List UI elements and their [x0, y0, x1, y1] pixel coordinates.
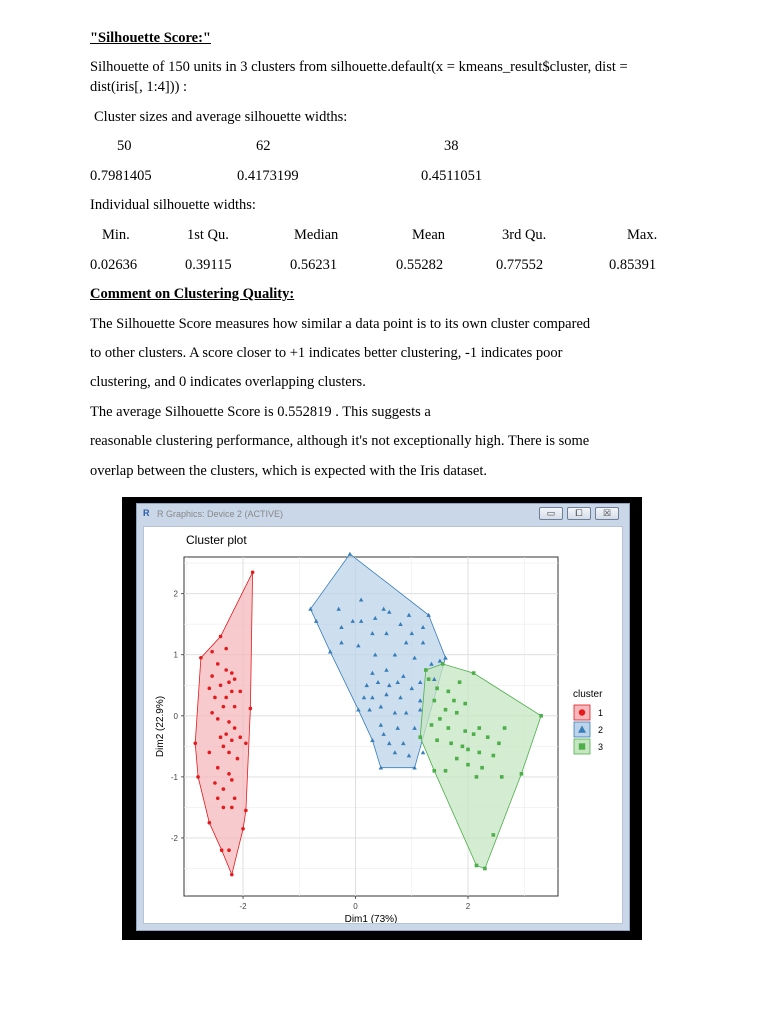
cluster-1-point	[219, 683, 223, 687]
cluster-1-point	[222, 787, 226, 791]
cluster-3-point	[466, 748, 470, 752]
cluster-3-point	[432, 699, 436, 703]
cluster-width-2: 0.4173199	[237, 168, 299, 184]
y-tick-label: 1	[173, 650, 178, 660]
stats-value-q1: 0.39115	[185, 257, 232, 273]
cluster-3-point	[492, 833, 496, 837]
stats-header-median: Median	[294, 227, 339, 243]
cluster-1-point	[230, 738, 234, 742]
r-graphics-window	[136, 503, 630, 931]
cluster-3-point	[477, 751, 481, 755]
cluster-3-point	[500, 775, 504, 779]
cluster-3-point	[503, 726, 507, 730]
cluster-3-point	[447, 690, 451, 694]
cluster-3-point	[463, 729, 467, 733]
cluster-3-point	[458, 680, 462, 684]
paragraph-line-6: overlap between the clusters, which is expected with the Iris dataset.	[90, 463, 488, 479]
legend-label-2: 2	[598, 725, 604, 735]
paragraph-line-4: The average Silhouette Score is 0.552819 . This suggests a	[90, 404, 431, 420]
cluster-1-point	[224, 696, 228, 700]
cluster-1-point	[230, 778, 234, 782]
cluster-1-point	[251, 570, 255, 574]
y-tick-label: 0	[173, 711, 178, 721]
stats-value-mean: 0.55282	[396, 257, 444, 273]
cluster-1-point	[238, 690, 242, 694]
close-button[interactable]: ☒	[595, 507, 619, 520]
cluster-1-point	[210, 650, 214, 654]
x-tick-label: 0	[353, 902, 358, 911]
r-logo-icon: R	[143, 508, 150, 518]
individual-widths-label: Individual silhouette widths:	[90, 197, 256, 213]
cluster-3-point	[475, 775, 479, 779]
stats-header-max: Max.	[627, 227, 658, 243]
window-title: R Graphics: Device 2 (ACTIVE)	[157, 509, 284, 519]
cluster-3-point	[444, 769, 448, 773]
cluster-3-point	[455, 757, 459, 761]
cluster-1-point	[224, 647, 228, 651]
cluster-1-point	[233, 796, 237, 800]
y-tick-label: -1	[170, 772, 178, 782]
cluster-1-point	[244, 809, 248, 813]
cluster-1-point	[227, 772, 231, 776]
cluster-size-3: 38	[444, 138, 459, 154]
legend-marker-1	[579, 709, 585, 715]
paragraph-line-5: reasonable clustering performance, although it's not exceptionally high. There is some	[90, 433, 590, 449]
cluster-1-point	[227, 848, 231, 852]
cluster-1-point	[230, 690, 234, 694]
cluster-3-point	[472, 671, 476, 675]
cluster-1-point	[224, 732, 228, 736]
cluster-plot	[144, 527, 622, 923]
cluster-1-point	[210, 711, 214, 715]
y-axis-label: Dim2 (22.9%)	[155, 695, 166, 758]
cluster-3-point	[461, 745, 465, 749]
cluster-3-point	[466, 763, 470, 767]
cluster-1-point	[213, 781, 217, 785]
cluster-1-point	[208, 751, 212, 755]
stats-header-q1: 1st Qu.	[187, 227, 229, 243]
cluster-3-point	[472, 732, 476, 736]
cluster-1-point	[216, 796, 220, 800]
stats-header-q3: 3rd Qu.	[502, 227, 547, 243]
chart-title: Cluster plot	[186, 533, 247, 547]
x-axis-label: Dim1 (73%)	[344, 914, 398, 923]
cluster-1-point	[213, 696, 217, 700]
cluster-3-point	[435, 687, 439, 691]
cluster-3-point	[435, 738, 439, 742]
cluster-1-point	[219, 635, 223, 639]
cluster-1-point	[222, 806, 226, 810]
cluster-1-point	[233, 705, 237, 709]
cluster-1-point	[233, 726, 237, 730]
cluster-3-point	[427, 677, 431, 681]
legend-title: cluster	[573, 689, 603, 700]
paragraph-line-2: to other clusters. A score closer to +1 indicates better clustering, -1 indicates poor	[90, 345, 563, 361]
cluster-3-point	[463, 702, 467, 706]
cluster-3-point	[441, 662, 445, 666]
cluster-1-point	[216, 662, 220, 666]
cluster-1-point	[220, 848, 224, 852]
cluster-width-3: 0.4511051	[421, 168, 483, 184]
legend-marker-3	[579, 743, 585, 749]
maximize-button[interactable]: ⧠	[567, 507, 591, 520]
cluster-1-point	[210, 674, 214, 678]
cluster-sizes-label: Cluster sizes and average silhouette widths:	[94, 109, 348, 125]
cluster-1-point	[249, 707, 253, 711]
cluster-size-2: 62	[256, 138, 271, 154]
cluster-1-point	[227, 751, 231, 755]
cluster-3-point	[539, 714, 543, 718]
cluster-1-point	[222, 705, 226, 709]
cluster-2-point	[348, 552, 353, 556]
cluster-1-point	[208, 821, 212, 825]
cluster-3-point	[483, 867, 487, 871]
cluster-1-point	[219, 735, 223, 739]
cluster-3-point	[480, 766, 484, 770]
cluster-1-point	[196, 775, 200, 779]
cluster-1-point	[230, 671, 234, 675]
y-tick-label: 2	[173, 589, 178, 599]
cluster-size-1: 50	[117, 138, 132, 154]
stats-value-median: 0.56231	[290, 257, 338, 273]
cluster-1-point	[244, 741, 248, 745]
cluster-3-point	[497, 741, 501, 745]
comment-heading: Comment on Clustering Quality:	[90, 286, 295, 302]
plot-canvas	[143, 526, 623, 924]
stats-header-min: Min.	[102, 227, 130, 243]
cluster-3-point	[449, 741, 453, 745]
cluster-3-point	[475, 864, 479, 868]
cluster-3-point	[438, 717, 442, 721]
paragraph-line-3: clustering, and 0 indicates overlapping clusters.	[90, 374, 366, 390]
cluster-3-point	[432, 769, 436, 773]
legend-label-3: 3	[598, 742, 604, 752]
cluster-width-1: 0.7981405	[90, 168, 152, 184]
stats-value-min: 0.02636	[90, 257, 138, 273]
cluster-1-point	[224, 668, 228, 672]
cluster-plot-screenshot	[122, 497, 642, 940]
window-titlebar[interactable]	[137, 504, 629, 524]
cluster-3-point	[444, 708, 448, 712]
silhouette-heading: "Silhouette Score:"	[90, 30, 211, 46]
y-tick-label: -2	[170, 833, 178, 843]
cluster-3-point	[430, 723, 434, 727]
cluster-3-point	[418, 735, 422, 739]
cluster-1-point	[208, 687, 212, 691]
cluster-3-point	[492, 754, 496, 758]
cluster-3-point	[447, 726, 451, 730]
cluster-1-point	[227, 720, 231, 724]
x-tick-label: -2	[239, 902, 247, 911]
cluster-1-point	[230, 806, 234, 810]
cluster-1-point	[236, 757, 240, 761]
cluster-3-point	[486, 735, 490, 739]
cluster-3-point	[477, 726, 481, 730]
legend	[573, 689, 603, 754]
minimize-button[interactable]: ▭	[539, 507, 563, 520]
cluster-1-point	[216, 717, 220, 721]
cluster-3-point	[424, 668, 428, 672]
cluster-1-point	[230, 873, 234, 877]
stats-value-max: 0.85391	[609, 257, 657, 273]
legend-label-1: 1	[598, 708, 604, 718]
cluster-1-point	[199, 656, 203, 660]
cluster-1-point	[222, 745, 226, 749]
stats-header-mean: Mean	[412, 227, 446, 243]
summary-line-2: dist(iris[, 1:4])) :	[90, 79, 188, 95]
cluster-3-point	[455, 711, 459, 715]
cluster-1-point	[241, 827, 245, 831]
cluster-1-point	[238, 735, 242, 739]
stats-value-q3: 0.77552	[496, 257, 544, 273]
cluster-3-point	[452, 699, 456, 703]
cluster-1-point	[233, 677, 237, 681]
cluster-1-point	[216, 766, 220, 770]
summary-line-1: Silhouette of 150 units in 3 clusters from silhouette.default(x = kmeans_result$cluster, dist =	[90, 59, 628, 75]
paragraph-line-1: The Silhouette Score measures how similar a data point is to its own cluster compared	[90, 316, 591, 332]
cluster-1-point	[227, 680, 231, 684]
cluster-3-point	[520, 772, 524, 776]
cluster-1-point	[193, 741, 197, 745]
x-tick-label: 2	[465, 902, 471, 911]
